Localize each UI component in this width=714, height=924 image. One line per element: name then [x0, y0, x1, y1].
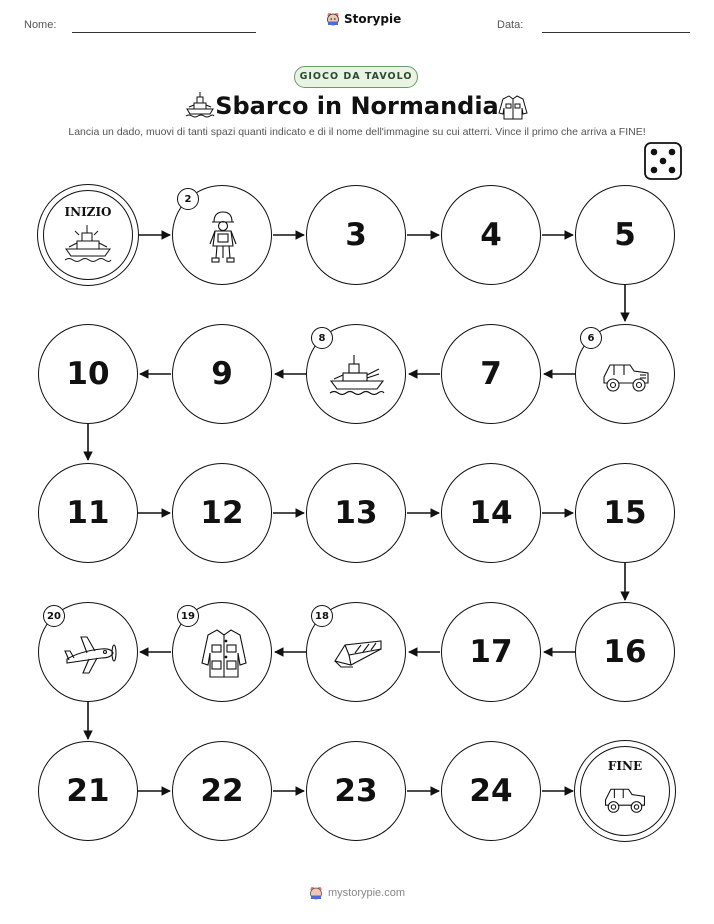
space-number: 21	[66, 773, 110, 809]
space-18	[306, 602, 406, 702]
finish-label: FINE	[607, 759, 643, 773]
footer	[0, 886, 714, 900]
space-finish	[575, 741, 675, 841]
space-number: 12	[200, 495, 244, 531]
space-22	[172, 741, 272, 841]
space-23	[306, 741, 406, 841]
space-20	[38, 602, 138, 702]
name-label: Nome:	[24, 19, 57, 31]
space-13	[306, 463, 406, 563]
soldier-icon	[206, 210, 240, 264]
space-21	[38, 741, 138, 841]
space-number: 15	[603, 495, 647, 531]
space-number-badge: 6	[580, 327, 602, 349]
space-4	[441, 185, 541, 285]
category-tag: GIOCO DA TAVOLO	[294, 66, 418, 88]
space-11	[38, 463, 138, 563]
airplane-icon	[61, 629, 119, 677]
date-label: Data:	[497, 19, 524, 31]
space-15	[575, 463, 675, 563]
space-number-badge: 19	[177, 605, 199, 627]
brand-name: Storypie	[344, 12, 402, 26]
space-12	[172, 463, 272, 563]
space-5	[575, 185, 675, 285]
start-label: INIZIO	[64, 205, 112, 219]
space-8	[306, 324, 406, 424]
space-number: 11	[66, 495, 110, 531]
page-title: Sbarco in Normandia	[215, 92, 499, 120]
space-19	[172, 602, 272, 702]
jeep-icon	[600, 357, 652, 395]
space-number-badge: 8	[311, 327, 333, 349]
space-number: 3	[345, 217, 367, 253]
space-24	[441, 741, 541, 841]
space-number: 10	[66, 356, 110, 392]
warship-icon	[329, 353, 385, 397]
space-number: 17	[469, 634, 513, 670]
landing-boat-icon	[331, 635, 385, 671]
space-6	[575, 324, 675, 424]
army-jacket-icon	[201, 627, 247, 679]
space-3	[306, 185, 406, 285]
space-start	[38, 185, 138, 285]
space-2	[172, 185, 272, 285]
space-9	[172, 324, 272, 424]
space-number: 7	[480, 356, 502, 392]
footer-url[interactable]: mystorypie.com	[327, 887, 406, 899]
space-number: 23	[334, 773, 378, 809]
space-10	[38, 324, 138, 424]
space-number: 24	[469, 773, 513, 809]
space-number-badge: 18	[311, 605, 333, 627]
space-number: 14	[469, 495, 513, 531]
space-number-badge: 20	[43, 605, 65, 627]
storypie-logo-icon	[309, 886, 323, 900]
jeep-icon	[602, 781, 648, 817]
space-number: 22	[200, 773, 244, 809]
space-number: 16	[603, 634, 647, 670]
space-16	[575, 602, 675, 702]
space-14	[441, 463, 541, 563]
space-number: 9	[211, 356, 233, 392]
space-17	[441, 602, 541, 702]
space-number: 5	[614, 217, 636, 253]
space-number: 4	[480, 217, 502, 253]
space-number-badge: 2	[177, 188, 199, 210]
space-7	[441, 324, 541, 424]
instructions: Lancia un dado, muovi di tanti spazi quanti indicato e di il nome dell'immagine su cui atterri. Vince il primo che arriva a FINE!	[68, 126, 646, 138]
space-number: 13	[334, 495, 378, 531]
warship-icon	[63, 223, 113, 263]
